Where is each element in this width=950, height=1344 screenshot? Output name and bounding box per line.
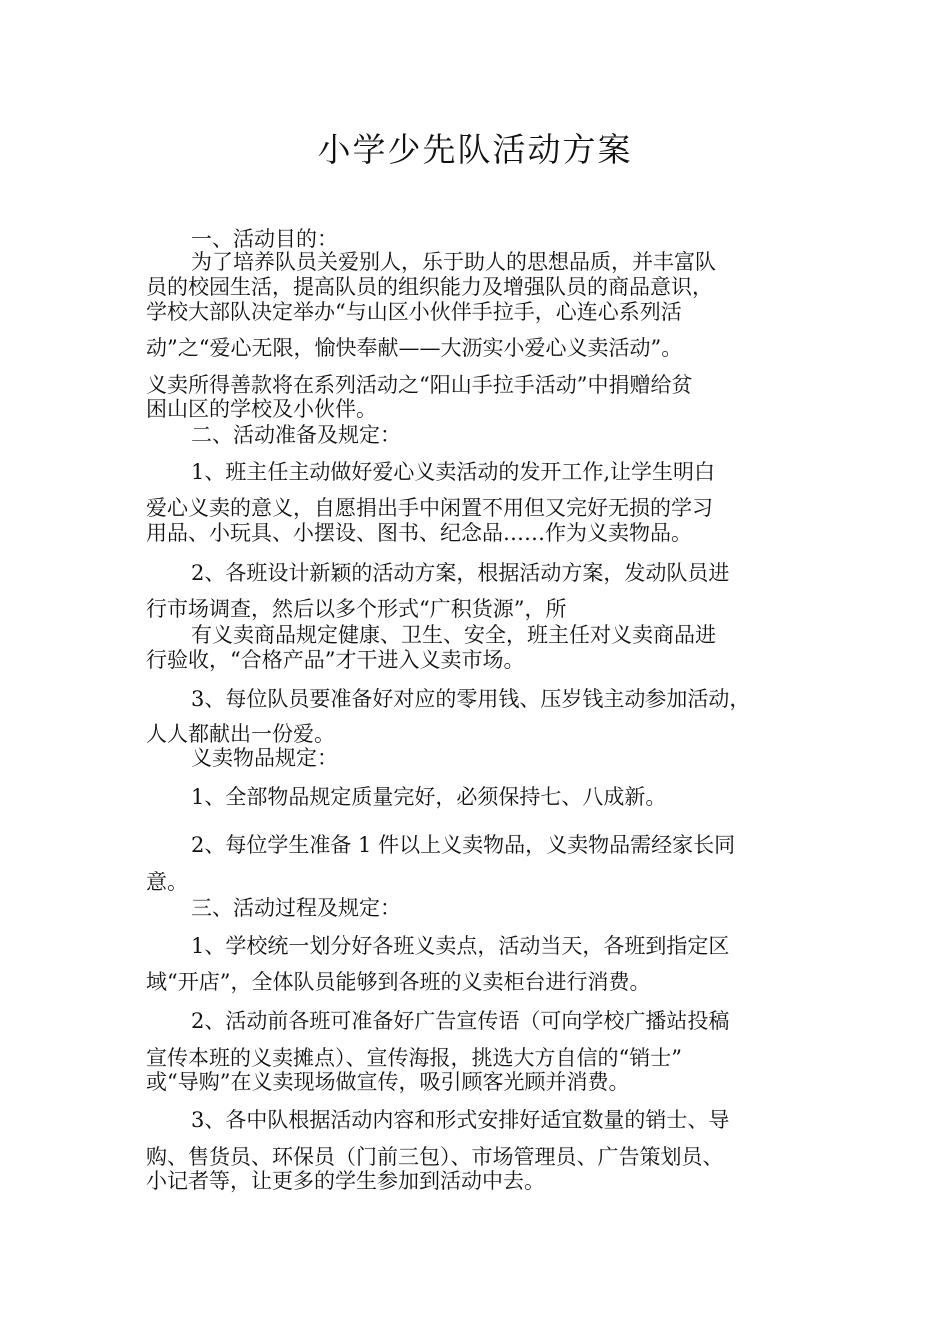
paragraph-line: 行验收，“合格产品”才干进入义卖市场。 — [146, 648, 525, 672]
paragraph-line: 行市场调查，然后以多个形式“广积货源”，所 — [146, 597, 567, 621]
paragraph-line: 2、活动前各班可准备好广告宣传语（可向学校广播站投稿 — [191, 1009, 730, 1033]
paragraph-line: 域“开店”，全体队员能够到各班的义卖柜台进行消费。 — [146, 970, 651, 994]
section-heading-preparation: 二、活动准备及规定： — [191, 423, 401, 447]
paragraph-line: 1、全部物品规定质量完好，必须保持七、八成新。 — [191, 785, 667, 809]
paragraph-line: 有义卖商品规定健康、卫生、安全，班主任对义卖商品进 — [191, 623, 716, 647]
paragraph-line: 购、售货员、环保员（门前三包）、市场管理员、广告策划员、 — [146, 1145, 724, 1169]
paragraph-line: 动”之“爱心无限，愉快奉献——大沥实小爱心义卖活动”。 — [146, 336, 683, 360]
paragraph-line: 用品、小玩具、小摆设、图书、纪念品……作为义卖物品。 — [146, 521, 692, 545]
paragraph-line: 学校大部队决定举办“与山区小伙伴手拉手，心连心系列活 — [146, 300, 682, 324]
paragraph-line: 意。 — [146, 870, 188, 894]
paragraph-line: 宣传本班的义卖摊点）、宣传海报，挑选大方自信的“销士” — [146, 1046, 682, 1070]
paragraph-line: 3、每位队员要准备好对应的零用钱、压岁钱主动参加活动， — [191, 687, 751, 711]
subheading-item-rules: 义卖物品规定： — [191, 746, 338, 770]
paragraph-line: 义卖所得善款将在系列活动之“阳山手拉手活动”中捐赠给贫 — [146, 373, 693, 397]
paragraph-line: 或“导购”在义卖现场做宣传，吸引顾客光顾并消费。 — [146, 1070, 630, 1094]
paragraph-line: 为了培养队员关爱别人，乐于助人的思想品质，并丰富队 — [191, 250, 716, 274]
paragraph-line: 爱心义卖的意义，自愿捐出手中闲置不用但又完好无损的学习 — [146, 496, 713, 520]
paragraph-line: 小记者等，让更多的学生参加到活动中去。 — [146, 1169, 545, 1193]
paragraph-line: 困山区的学校及小伙伴。 — [146, 397, 377, 421]
paragraph-line: 人人都献出一份爱。 — [146, 722, 335, 746]
paragraph-line: 2、每位学生准备 1 件以上义卖物品，义卖物品需经家长同 — [191, 833, 736, 857]
section-heading-purpose: 一、活动目的： — [191, 227, 338, 251]
paragraph-line: 3、各中队根据活动内容和形式安排好适宜数量的销士、导 — [191, 1108, 730, 1132]
paragraph-line: 1、学校统一划分好各班义卖点，活动当天，各班到指定区 — [191, 934, 730, 958]
document-title: 小学少先队活动方案 — [317, 130, 633, 169]
section-heading-process: 三、活动过程及规定： — [191, 896, 401, 920]
paragraph-line: 1、班主任主动做好爱心义卖活动的发开工作,让学生明白 — [191, 460, 716, 484]
paragraph-line: 员的校园生活，提高队员的组织能力及增强队员的商品意识， — [146, 275, 713, 299]
paragraph-line: 2、各班设计新颖的活动方案，根据活动方案，发动队员进 — [191, 561, 730, 585]
